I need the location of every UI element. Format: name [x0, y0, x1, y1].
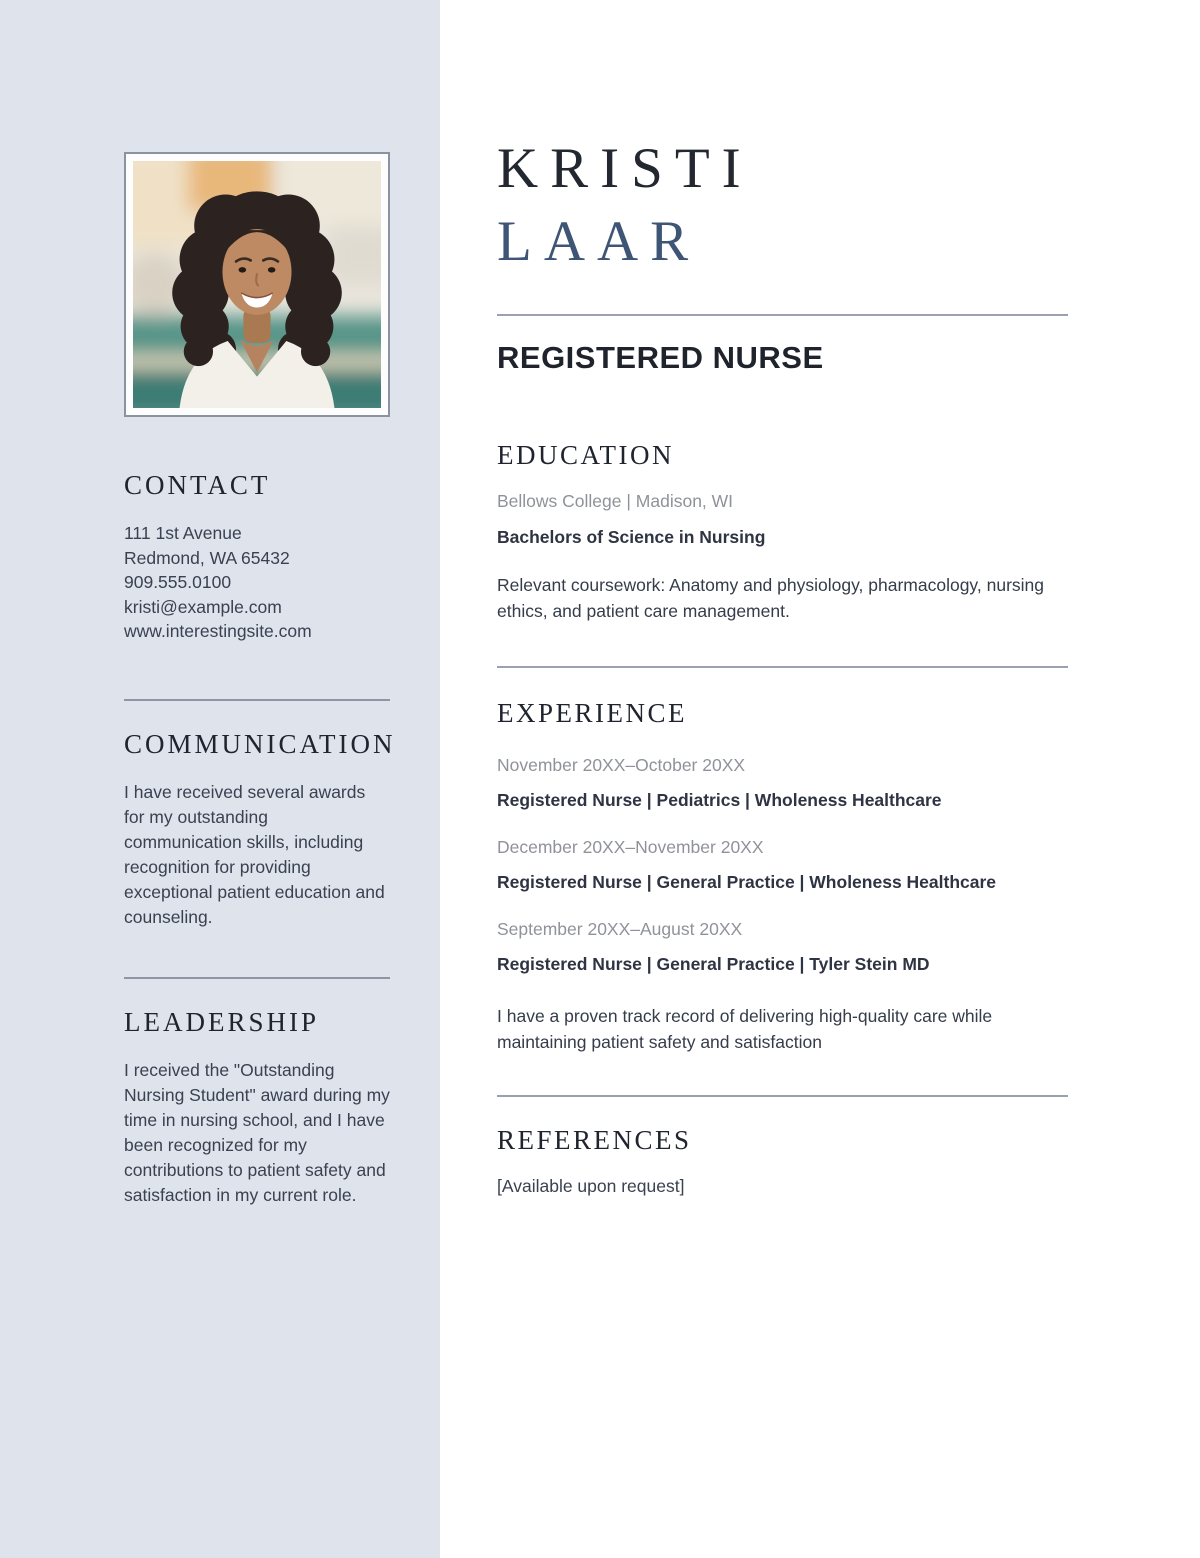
experience-dates: November 20XX–October 20XX — [497, 755, 746, 775]
section-divider — [497, 1095, 1068, 1097]
experience-entry — [497, 837, 1068, 893]
address-line-1: 111 1st Avenue — [124, 523, 242, 543]
experience-role: Registered Nurse | Pediatrics | Wholeness Healthcare — [497, 790, 942, 810]
last-name: LAAR — [497, 210, 701, 273]
references-section — [497, 1125, 1068, 1197]
job-title: REGISTERED NURSE — [497, 340, 824, 375]
leadership-section — [124, 1007, 390, 1208]
address-line-2: Redmond, WA 65432 — [124, 547, 290, 568]
section-divider — [497, 666, 1068, 668]
leadership-heading: LEADERSHIP — [124, 1006, 320, 1037]
communication-text: I have received several awards for my outstanding communication skills, including recognition for providing exceptional patient education and counseling. — [124, 781, 385, 927]
contact-lines — [124, 521, 390, 644]
first-name: KRISTI — [497, 137, 753, 200]
experience-summary: I have a proven track record of delivering high-quality care while maintaining patient safety and satisfaction — [497, 1006, 993, 1052]
contact-section — [124, 470, 390, 644]
sidebar-divider — [124, 977, 390, 979]
references-heading: REFERENCES — [497, 1125, 692, 1155]
education-degree: Bachelors of Science in Nursing — [497, 527, 766, 547]
experience-dates: September 20XX–August 20XX — [497, 919, 743, 939]
website-url: www.interestingsite.com — [124, 621, 312, 641]
experience-entry — [497, 919, 1068, 975]
experience-dates: December 20XX–November 20XX — [497, 837, 764, 857]
education-heading: EDUCATION — [497, 440, 674, 470]
candidate-name — [497, 137, 1068, 273]
sidebar-divider — [124, 699, 390, 701]
education-section — [497, 440, 1068, 624]
experience-entry — [497, 755, 1068, 811]
experience-section — [497, 698, 1068, 1055]
portrait-illustration — [133, 161, 381, 408]
education-school: Bellows College | Madison, WI — [497, 491, 734, 511]
experience-role: Registered Nurse | General Practice | Wholeness Healthcare — [497, 872, 997, 892]
experience-heading: EXPERIENCE — [497, 698, 687, 728]
contact-heading: CONTACT — [124, 470, 271, 500]
profile-photo — [124, 152, 390, 417]
main-column — [440, 0, 1200, 1558]
references-text: [Available upon request] — [497, 1176, 685, 1196]
communication-section — [124, 728, 396, 930]
header-divider — [497, 314, 1068, 316]
sidebar — [0, 0, 440, 1558]
email-address: kristi@example.com — [124, 596, 282, 617]
leadership-text: I received the "Outstanding Nursing Student" award during my time in nursing school, and I have been recognized for my contributions to patient safety and satisfaction in my current role. — [124, 1059, 390, 1205]
phone-number: 909.555.0100 — [124, 572, 232, 592]
education-coursework: Relevant coursework: Anatomy and physiology, pharmacology, nursing ethics, and patient care management. — [497, 575, 1045, 621]
communication-heading: COMMUNICATION — [124, 728, 396, 759]
experience-role: Registered Nurse | General Practice | Tyler Stein MD — [497, 954, 930, 974]
